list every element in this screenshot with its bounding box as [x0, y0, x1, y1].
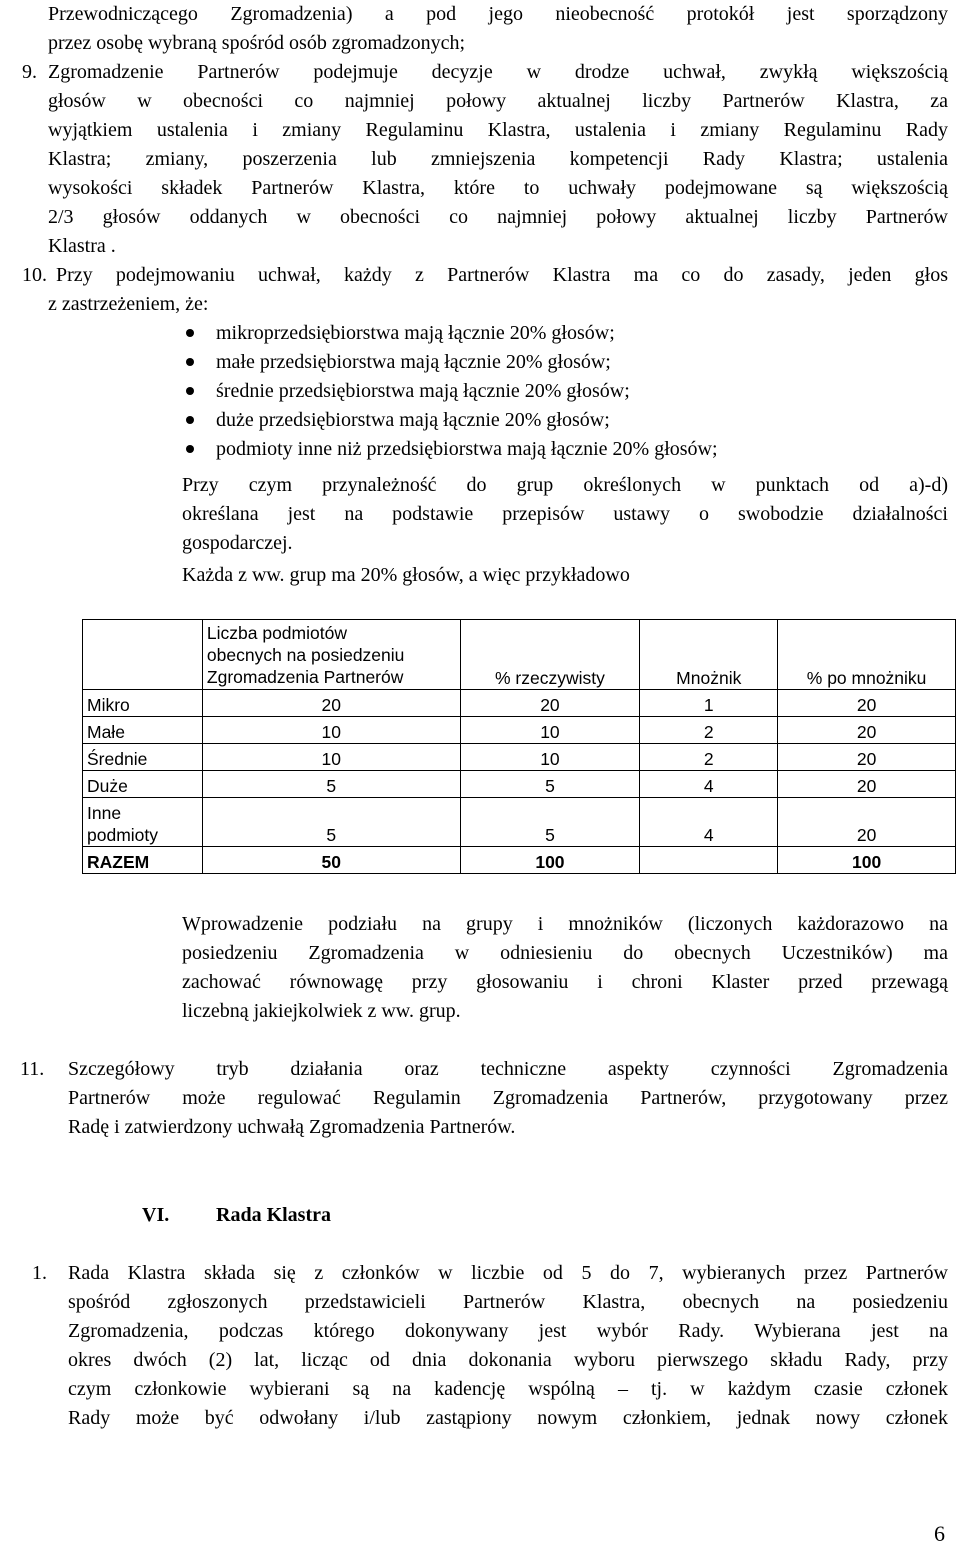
- text-line: Klastra; zmiany, poszerzenia lub zmniejszenia kompetencji Rady Klastra; ustalenia: [48, 148, 948, 170]
- table-row: [83, 798, 956, 847]
- table-cell: 20: [778, 798, 956, 847]
- text-line: posiedzeniu Zgromadzenia w odniesieniu do obecnych Uczestników) ma: [182, 942, 948, 964]
- text-line: czym członkowie wybierani są na kadencję wspólną – tj. w każdym czasie członek: [68, 1378, 948, 1400]
- table-row: [83, 690, 956, 717]
- table-header-cell: [202, 620, 460, 690]
- table-cell: 5: [202, 798, 460, 847]
- text-line: Klastra .: [48, 235, 116, 257]
- text-line: Przy czym przynależność do grup określonych w punktach od a)-d): [182, 474, 948, 496]
- text-line: liczebną jakiejkolwiek z ww. grup.: [182, 1000, 461, 1022]
- table-cell: 20: [778, 717, 956, 744]
- text-line: Rady może być odwołany i/lub zastąpiony nowym członkiem, jednak nowy członek: [68, 1407, 948, 1429]
- table-cell: Średnie: [83, 744, 203, 771]
- header-text: obecnych na posiedzeniu: [206, 645, 405, 665]
- bullet-icon: [186, 387, 194, 395]
- table-cell: 100: [460, 847, 640, 874]
- table-header-cell: [83, 620, 203, 690]
- votes-table: [82, 619, 956, 874]
- table-cell: Duże: [83, 771, 203, 798]
- text-line: zachować równowagę przy głosowaniu i chroni Klaster przed przewagą: [182, 971, 948, 993]
- cell-text: podmioty: [87, 825, 159, 845]
- table-cell: 100: [778, 847, 956, 874]
- table-header-cell: Mnożnik: [640, 620, 778, 690]
- table-cell: 5: [460, 798, 640, 847]
- text-line: Wprowadzenie podziału na grupy i mnożników (liczonych każdorazowo na: [182, 913, 948, 935]
- section-title: Rada Klastra: [216, 1204, 331, 1226]
- text-line: z zastrzeżeniem, że:: [48, 293, 209, 315]
- table-cell: [640, 847, 778, 874]
- table-cell: [83, 798, 203, 847]
- table-cell: Małe: [83, 717, 203, 744]
- section-number: VI.: [142, 1204, 170, 1226]
- list-item: podmioty inne niż przedsiębiorstwa mają łącznie 20% głosów;: [216, 438, 718, 460]
- text-line: okres dwóch (2) lat, licząc od dnia dokonania wyboru pierwszego składu Rady, przy: [68, 1349, 948, 1371]
- list-number: 1.: [32, 1262, 47, 1284]
- list-item: mikroprzedsiębiorstwa mają łącznie 20% głosów;: [216, 322, 615, 344]
- table-cell: 10: [202, 744, 460, 771]
- table-cell: 20: [778, 771, 956, 798]
- table-cell: 20: [778, 690, 956, 717]
- table-cell: 5: [202, 771, 460, 798]
- table-row: [83, 771, 956, 798]
- text-line: Szczegółowy tryb działania oraz techniczne aspekty czynności Zgromadzenia: [68, 1058, 948, 1080]
- text-line: Zgromadzenie Partnerów podejmuje decyzje w drodze uchwał, zwykłą większością: [48, 61, 948, 83]
- table-cell: 10: [202, 717, 460, 744]
- text-line: Rada Klastra składa się z członków w liczbie od 5 do 7, wybieranych przez Partnerów: [68, 1262, 948, 1284]
- table-cell: 5: [460, 771, 640, 798]
- text-line: Radę i zatwierdzony uchwałą Zgromadzenia Partnerów.: [68, 1116, 516, 1138]
- text-line: wyjątkiem ustalenia i zmiany Regulaminu Klastra, ustalenia i zmiany Regulaminu Rady: [48, 119, 948, 141]
- table-cell: Mikro: [83, 690, 203, 717]
- table-cell: 50: [202, 847, 460, 874]
- text-line: wysokości składek Partnerów Klastra, które to uchwały podejmowane są większością: [48, 177, 948, 199]
- text-line: gospodarczej.: [182, 532, 293, 554]
- table-cell: 20: [202, 690, 460, 717]
- table-cell: 10: [460, 744, 640, 771]
- list-number: 9.: [22, 61, 37, 83]
- table-cell: 4: [640, 771, 778, 798]
- table-cell: 4: [640, 798, 778, 847]
- list-item: małe przedsiębiorstwa mają łącznie 20% głosów;: [216, 351, 611, 373]
- table-total-row: [83, 847, 956, 874]
- text-line: 2/3 głosów oddanych w obecności co najmniej połowy aktualnej liczby Partnerów: [48, 206, 948, 228]
- table-cell: 2: [640, 717, 778, 744]
- text-line: Przy podejmowaniu uchwał, każdy z Partnerów Klastra ma co do zasady, jeden głos: [56, 264, 948, 286]
- cell-text: Inne: [87, 803, 122, 823]
- text-line: Każda z ww. grup ma 20% głosów, a więc przykładowo: [182, 564, 630, 586]
- text-line: Przewodniczącego Zgromadzenia) a pod jego nieobecność protokół jest sporządzony: [48, 3, 948, 25]
- bullet-icon: [186, 416, 194, 424]
- table-header-row: [83, 620, 956, 690]
- table-cell: 2: [640, 744, 778, 771]
- table-cell: 20: [778, 744, 956, 771]
- list-item: duże przedsiębiorstwa mają łącznie 20% głosów;: [216, 409, 610, 431]
- list-number: 10.: [22, 264, 47, 286]
- text-line: przez osobę wybraną spośród osób zgromadzonych;: [48, 32, 466, 54]
- table-cell: RAZEM: [83, 847, 203, 874]
- table-header-cell: % po mnożniku: [778, 620, 956, 690]
- header-text: Zgromadzenia Partnerów: [206, 667, 404, 687]
- bullet-icon: [186, 445, 194, 453]
- page-number: 6: [934, 1521, 945, 1546]
- table-row: [83, 717, 956, 744]
- list-number: 11.: [20, 1058, 45, 1080]
- bullet-icon: [186, 329, 194, 337]
- text-line: głosów w obecności co najmniej połowy aktualnej liczby Partnerów Klastra, za: [48, 90, 948, 112]
- text-line: Partnerów może regulować Regulamin Zgromadzenia Partnerów, przygotowany przez: [68, 1087, 948, 1109]
- bullet-icon: [186, 358, 194, 366]
- text-line: spośród zgłoszonych przedstawicieli Partnerów Klastra, obecnych na posiedzeniu: [68, 1291, 948, 1313]
- list-item: średnie przedsiębiorstwa mają łącznie 20% głosów;: [216, 380, 630, 402]
- header-text: Liczba podmiotów: [206, 623, 347, 643]
- text-line: Zgromadzenia, podczas którego dokonywany jest wybór Rady. Wybierana jest na: [68, 1320, 948, 1342]
- table-cell: 20: [460, 690, 640, 717]
- table-header-cell: % rzeczywisty: [460, 620, 640, 690]
- table-row: [83, 744, 956, 771]
- table-cell: 10: [460, 717, 640, 744]
- table-cell: 1: [640, 690, 778, 717]
- text-line: określana jest na podstawie przepisów ustawy o swobodzie działalności: [182, 503, 948, 525]
